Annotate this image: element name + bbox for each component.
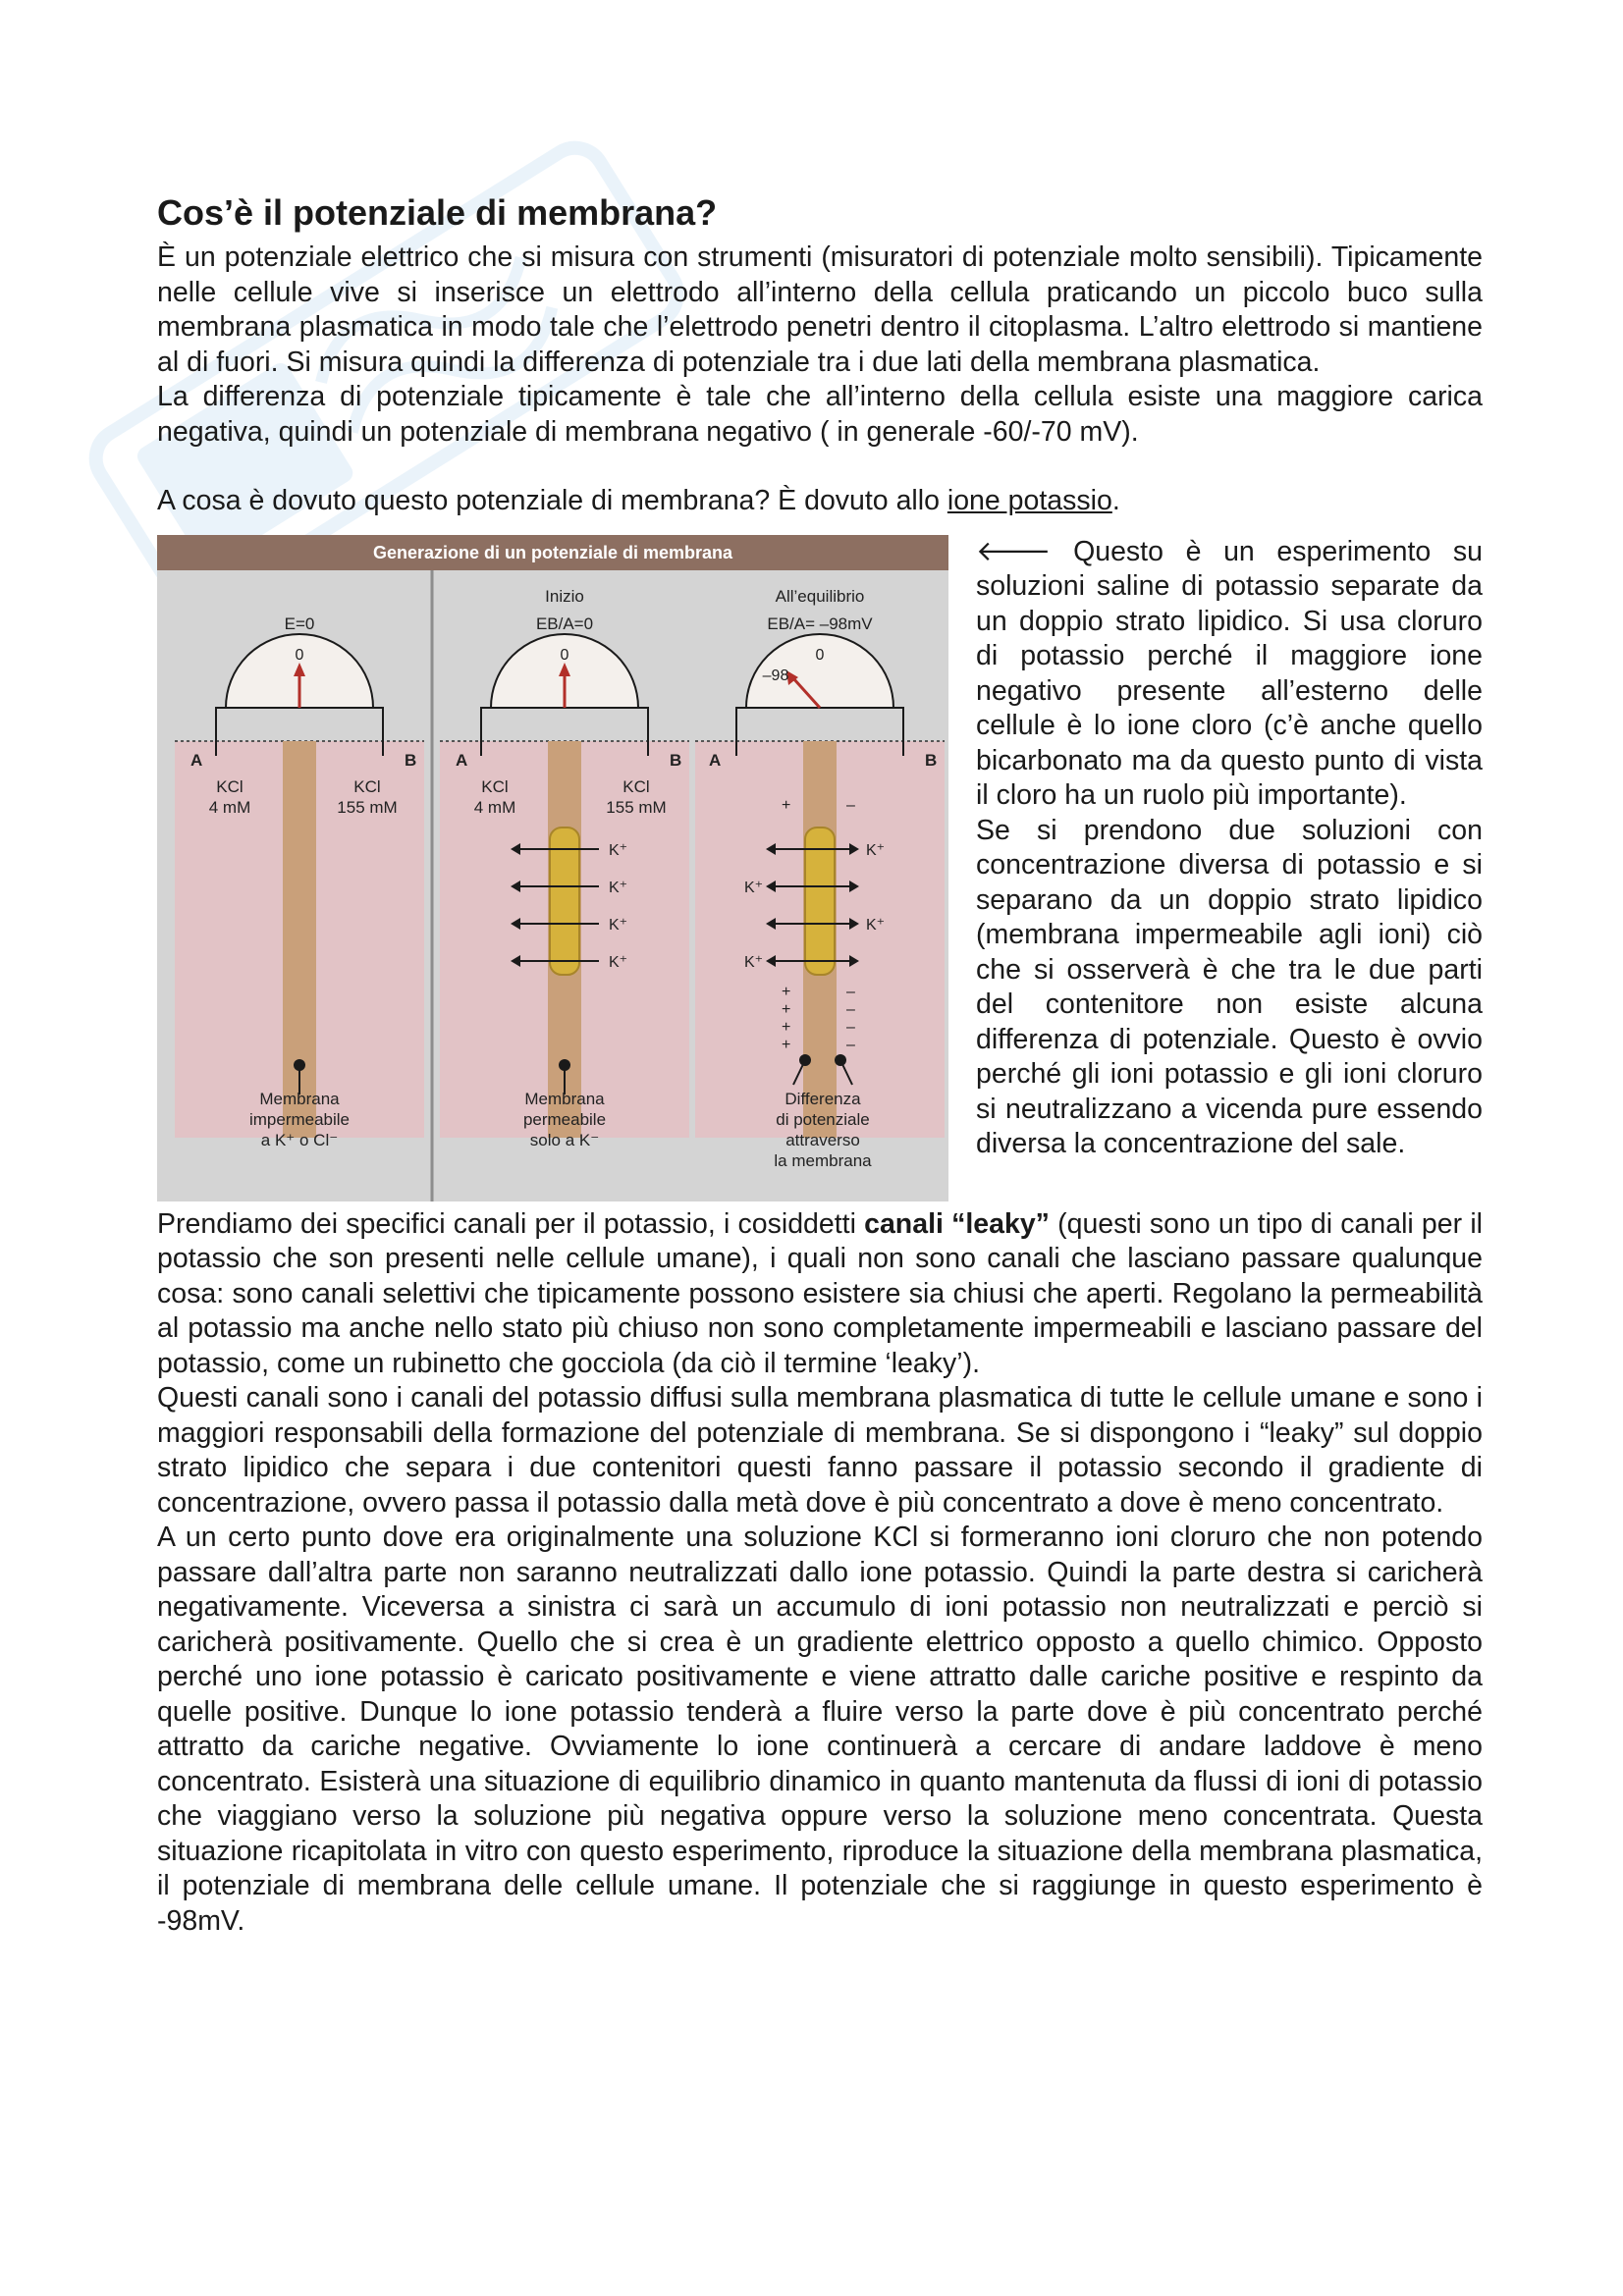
svg-text:K⁺: K⁺ <box>609 879 628 896</box>
svg-text:KCl: KCl <box>353 776 381 796</box>
svg-text:155 mM: 155 mM <box>606 797 667 817</box>
svg-text:–: – <box>846 796 855 814</box>
svg-text:A: A <box>456 750 468 770</box>
svg-text:K⁺: K⁺ <box>744 953 764 971</box>
svg-text:A: A <box>709 750 722 770</box>
svg-text:B: B <box>405 750 417 770</box>
svg-text:K⁺: K⁺ <box>866 841 886 859</box>
svg-text:a K⁺ o Cl⁻: a K⁺ o Cl⁻ <box>260 1130 339 1149</box>
page-title: Cos’è il potenziale di membrana? <box>157 192 718 233</box>
document-body <box>157 191 1483 1939</box>
question-text: A cosa è dovuto questo potenziale di membrana? È dovuto allo <box>157 485 947 516</box>
svg-text:0: 0 <box>815 646 825 664</box>
svg-text:0: 0 <box>560 646 569 664</box>
svg-text:155 mM: 155 mM <box>337 797 398 817</box>
svg-text:K⁺: K⁺ <box>609 916 628 934</box>
svg-text:Membrana: Membrana <box>259 1089 340 1108</box>
svg-text:+: + <box>782 1018 791 1036</box>
intro-paragraph-2: La differenza di potenziale tipicamente è tale che all’interno della cellula esiste una maggiore carica negativa, quindi un potenziale di membrana negativo ( in generale -60/-70 mV). <box>157 381 1483 448</box>
svg-text:K⁺: K⁺ <box>609 841 628 859</box>
svg-text:+: + <box>782 796 791 814</box>
svg-text:–: – <box>846 1000 855 1018</box>
svg-text:KCl: KCl <box>622 776 650 796</box>
svg-text:B: B <box>925 750 938 770</box>
svg-text:Differenza: Differenza <box>784 1089 861 1108</box>
side-paragraph-1: 🡐 Questo è un esperimento su soluzioni saline di potassio separate da un doppio strato lipidico. Si usa cloruro di potassio perché il maggiore ione negativo presente all’esterno delle cellule è lo ione cloro (c’è anche quello bicarbonato ma da questo punto di vista il cloro ha un ruolo più importante). <box>976 535 1483 811</box>
svg-text:–: – <box>846 983 855 1000</box>
figure-svg <box>157 535 948 1201</box>
svg-text:solo a K⁻: solo a K⁻ <box>529 1130 600 1149</box>
membrane-potential-figure <box>157 535 948 1201</box>
svg-text:+: + <box>782 983 791 1000</box>
svg-text:Inizio: Inizio <box>545 586 584 606</box>
svg-text:EB/A=0: EB/A=0 <box>535 614 594 633</box>
closing-paragraph-1: Questi canali sono i canali del potassio diffusi sulla membrana plasmatica di tutte le cellule umane e sono i maggiori responsabili della formazione del potenziale di membrana. Se si dispongono i “leaky” sul doppio strato lipidico che separa i due contenitori questi fanno passare il potassio secondo il gradiente di concentrazione, ovvero passa il potassio dalla metà dove è più concentrato a dove è meno concentrato. <box>157 1382 1483 1519</box>
intro-paragraph-1: È un potenziale elettrico che si misura con strumenti (misuratori di potenziale molto sensibili). Tipicamente nelle cellule vive si inserisce un elettrodo all’interno della cellula praticando un piccolo buco sulla membrana plasmatica in modo tale che l’elettrodo penetri dentro il citoplasma. L’altro elettrodo si mantiene al di fuori. Si misura quindi la differenza di potenziale tra i due lati della membrana plasmatica. <box>157 241 1483 378</box>
svg-text:All’equilibrio: All’equilibrio <box>775 586 865 606</box>
svg-text:di potenziale: di potenziale <box>776 1109 870 1129</box>
svg-text:Membrana: Membrana <box>524 1089 605 1108</box>
svg-text:+: + <box>782 1000 791 1018</box>
svg-text:impermeabile: impermeabile <box>248 1109 351 1129</box>
svg-text:+: + <box>782 1036 791 1053</box>
svg-text:4 mM: 4 mM <box>473 797 516 817</box>
question-paragraph: A cosa è dovuto questo potenziale di membrana? È dovuto allo ione potassio. <box>157 485 1120 516</box>
leaky-paragraph: Prendiamo dei specifici canali per il potassio, i cosiddetti canali “leaky” (questi sono un tipo di canali per il potassio che son presenti nelle cellule umane), i quali non sono canali che lasciano passare qualunque cosa: sono canali selettivi che tipicamente possono esistere sia chiusi che aperti. Regolano la permeabilità al potassio ma anche nello stato più chiuso non sono completamente impermeabili e lasciano passare del potassio, come un rubinetto che gocciola (da ciò il termine ‘leaky’). <box>157 1207 1483 1379</box>
svg-text:attraverso: attraverso <box>785 1130 860 1149</box>
svg-text:KCl: KCl <box>481 776 509 796</box>
svg-text:KCl: KCl <box>216 776 243 796</box>
svg-text:–: – <box>846 1036 855 1053</box>
leaky-term: canali “leaky” <box>864 1207 1050 1240</box>
svg-text:K⁺: K⁺ <box>609 953 628 971</box>
svg-text:–: – <box>846 1018 855 1036</box>
svg-text:4 mM: 4 mM <box>208 797 251 817</box>
svg-text:0: 0 <box>295 646 304 664</box>
svg-text:–98: –98 <box>762 667 789 684</box>
svg-text:la membrana: la membrana <box>774 1150 872 1170</box>
closing-paragraph-2: A un certo punto dove era originalmente una soluzione KCl si formeranno ioni cloruro che non potendo passare dall’altra parte non saranno neutralizzati dallo ione potassio. Quindi la parte destra si caricherà negativamente. Viceversa a sinistra ci sarà un accumulo di ioni potassio non neutralizzati e perciò si caricherà positivamente. Quello che si crea è un gradiente elettrico opposto a quello chimico. Opposto perché uno ione potassio è caricato positivamente e viene attratto dalle cariche positive e respinto da quelle positive. Dunque lo ione potassio tenderà a fluire verso la parte dove è più concentrato perché attratto da cariche negative. Ovviamente lo ione continuerà a cercare di andare laddove è meno concentrato. Esisterà una situazione di equilibrio dinamico in quanto mantenuta da flussi di ioni di potassio che viaggiano verso la soluzione più negativa oppure verso la soluzione meno concentrata. Questa situazione ricapitolata in vitro con questo esperimento, riproduce la situazione della membrana plasmatica, il potenziale di membrana delle cellule umane. Il potenziale che si raggiunge in questo esperimento è -98mV. <box>157 1522 1483 1937</box>
svg-text:permeabile: permeabile <box>522 1109 607 1129</box>
svg-text:K⁺: K⁺ <box>866 916 886 934</box>
svg-text:E=0: E=0 <box>284 614 315 633</box>
svg-text:EB/A= –98mV: EB/A= –98mV <box>767 614 873 633</box>
ione-potassio-link: ione potassio <box>947 485 1112 516</box>
after-figure-text <box>157 1207 1483 1940</box>
figure-header: Generazione di un potenziale di membrana <box>372 542 733 562</box>
side-paragraph-2: Se si prendono due soluzioni con concentrazione diversa di potassio e si separano da un doppio strato lipidico (membrana impermeabile agli ioni) ciò che si osserverà è che tra le due parti del contenitore non esiste alcuna differenza di potenziale. Questo è ovvio perché gli ioni potassio e gli ioni cloruro si neutralizzano a vicenda pure essendo diversa la concentrazione del sale. <box>976 814 1483 1159</box>
svg-text:A: A <box>190 750 203 770</box>
svg-text:K⁺: K⁺ <box>744 879 764 896</box>
svg-text:B: B <box>670 750 682 770</box>
